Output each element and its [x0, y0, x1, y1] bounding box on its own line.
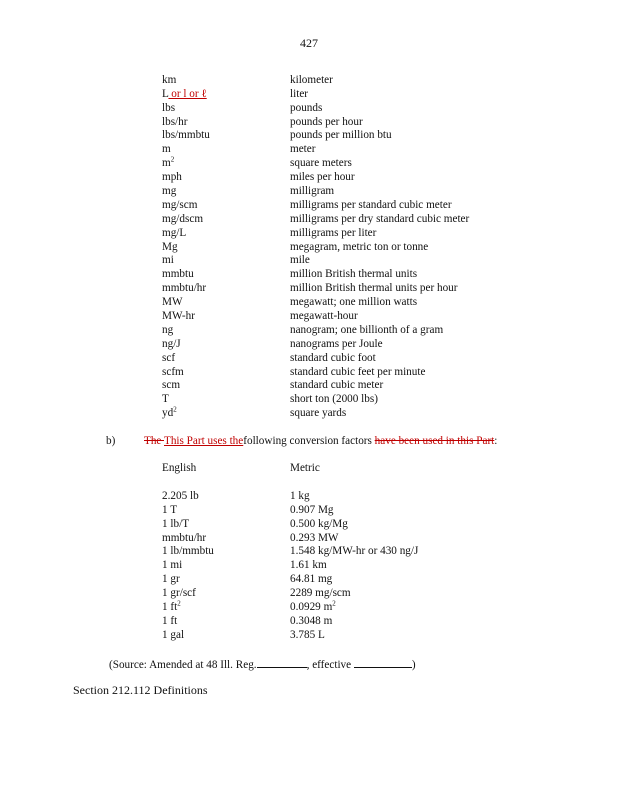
- english-value: 1 gr/scf: [162, 587, 196, 600]
- english-value: 1 mi: [162, 559, 183, 572]
- abbreviation-text: T: [162, 393, 169, 406]
- conversion-row: [162, 572, 418, 586]
- abbreviation-row: [162, 142, 469, 156]
- abbreviation-text: scf: [162, 351, 176, 364]
- abbreviation-meaning: miles per hour: [290, 171, 355, 184]
- abbreviation: [162, 393, 290, 406]
- source-note: [109, 657, 416, 672]
- abbreviation-meaning: milligram: [290, 185, 335, 198]
- deleted-text: The: [144, 435, 164, 447]
- abbreviation-row: [162, 295, 469, 309]
- item-label: b): [106, 435, 116, 447]
- english-column-header: English: [162, 462, 197, 474]
- abbreviation: [162, 102, 290, 115]
- abbreviation-meaning: kilometer: [290, 73, 333, 86]
- english-value: 1 ft: [162, 614, 178, 627]
- abbreviation-row: [162, 323, 469, 337]
- conversion-table-header: [162, 462, 320, 475]
- abbreviation-text: km: [162, 73, 177, 86]
- abbreviation-text: scfm: [162, 365, 184, 378]
- english-unit: [162, 504, 290, 517]
- abbreviation: [162, 268, 290, 281]
- conversion-intro: [106, 435, 497, 448]
- abbreviation-row: [162, 337, 469, 351]
- abbreviation-text: mg/dscm: [162, 212, 204, 225]
- superscript: 2: [170, 155, 175, 164]
- english-value: mmbtu/hr: [162, 531, 207, 544]
- abbreviation: [162, 185, 290, 198]
- deleted-text: have been used in this Part: [374, 435, 495, 447]
- abbreviation-text: MW: [162, 296, 183, 309]
- abbreviation-meaning: megagram, metric ton or tonne: [290, 240, 429, 253]
- abbreviation-text: L: [162, 87, 169, 100]
- source-middle: , effective: [306, 659, 354, 671]
- abbreviation-row: [162, 115, 469, 129]
- abbreviation-meaning: standard cubic feet per minute: [290, 365, 426, 378]
- abbreviation-meaning: standard cubic foot: [290, 351, 376, 364]
- english-unit: [162, 545, 290, 558]
- abbreviation-table: [162, 73, 469, 420]
- metric-value: 0.0929 m: [290, 601, 333, 614]
- abbreviation: [162, 213, 290, 226]
- abbreviation: [162, 143, 290, 156]
- abbreviation-meaning: nanogram; one billionth of a gram: [290, 323, 444, 336]
- metric-column-header: Metric: [290, 462, 320, 474]
- superscript: 2: [177, 599, 181, 608]
- abbreviation-text: ng/J: [162, 337, 181, 350]
- metric-value: 1 kg: [290, 489, 310, 502]
- abbreviation-meaning: megawatt-hour: [290, 310, 358, 323]
- english-value: 1 T: [162, 503, 178, 516]
- abbreviation-meaning: pounds per hour: [290, 115, 363, 128]
- abbreviation-row: [162, 351, 469, 365]
- conversion-intro-text: [144, 435, 497, 448]
- abbreviation-text: mi: [162, 254, 174, 267]
- intro-text-end: :: [494, 435, 498, 447]
- source-suffix: ): [411, 659, 416, 671]
- metric-unit: [290, 545, 418, 558]
- abbreviation-text: mph: [162, 171, 182, 184]
- english-value: 1 gal: [162, 628, 185, 641]
- metric-unit: [290, 490, 310, 503]
- abbreviation-meaning: milligrams per dry standard cubic meter: [290, 212, 470, 225]
- intro-text: following conversion factors: [243, 435, 375, 447]
- metric-unit: [290, 559, 327, 572]
- abbreviation-row: [162, 198, 469, 212]
- abbreviation-row: [162, 184, 469, 198]
- abbreviation-row: [162, 212, 469, 226]
- abbreviation-row: [162, 156, 469, 170]
- abbreviation-row: [162, 101, 469, 115]
- blank-line: [257, 657, 307, 668]
- english-unit: [162, 629, 290, 642]
- abbreviation: [162, 282, 290, 295]
- conversion-row: [162, 614, 418, 628]
- abbreviation-text: lbs: [162, 101, 176, 114]
- abbreviation-text: yd: [162, 407, 174, 420]
- metric-unit: [290, 532, 338, 545]
- conversion-row: [162, 586, 418, 600]
- abbreviation-text: ng: [162, 323, 174, 336]
- conversion-row: [162, 558, 418, 572]
- metric-value: 64.81 mg: [290, 573, 333, 586]
- metric-unit: [290, 518, 348, 531]
- abbreviation-text: mg/L: [162, 226, 187, 239]
- abbreviation: [162, 157, 290, 170]
- english-value: 1 ft: [162, 601, 178, 614]
- abbreviation-row: [162, 254, 469, 268]
- abbreviation-text: scm: [162, 379, 181, 392]
- conversion-row: [162, 489, 418, 503]
- abbreviation-row: [162, 73, 469, 87]
- source-prefix: (Source: Amended at 48 Ill. Reg.: [109, 659, 257, 671]
- abbreviation: [162, 254, 290, 267]
- abbreviation-row: [162, 365, 469, 379]
- abbreviation-row: [162, 267, 469, 281]
- abbreviation-meaning: mile: [290, 254, 310, 267]
- conversion-row: [162, 517, 418, 531]
- metric-value: 0.907 Mg: [290, 503, 334, 516]
- abbreviation-row: [162, 87, 469, 101]
- abbreviation-text: Mg: [162, 240, 178, 253]
- abbreviation-text: mg: [162, 185, 177, 198]
- abbreviation: [162, 338, 290, 351]
- abbreviation-row: [162, 309, 469, 323]
- abbreviation-meaning: nanograms per Joule: [290, 337, 383, 350]
- abbreviation: [162, 171, 290, 184]
- abbreviation-text: MW-hr: [162, 310, 195, 323]
- abbreviation: [162, 74, 290, 87]
- abbreviation-text: mmbtu: [162, 268, 194, 281]
- english-unit: [162, 532, 290, 545]
- english-unit: [162, 559, 290, 572]
- abbreviation-row: [162, 240, 469, 254]
- page-number: 427: [300, 36, 318, 50]
- conversion-table: [162, 489, 418, 642]
- abbreviation: [162, 241, 290, 254]
- english-value: 1 gr: [162, 573, 180, 586]
- blank-line: [354, 657, 412, 668]
- abbreviation-meaning: milligrams per standard cubic meter: [290, 198, 452, 211]
- conversion-row: [162, 545, 418, 559]
- inserted-text: This Part uses the: [164, 435, 244, 447]
- english-unit: [162, 601, 290, 614]
- metric-value: 2289 mg/scm: [290, 587, 351, 600]
- english-value: 1 lb/mmbtu: [162, 545, 214, 558]
- abbreviation: [162, 227, 290, 240]
- metric-value: 1.61 km: [290, 559, 327, 572]
- abbreviation-text: lbs/mmbtu: [162, 129, 210, 142]
- abbreviation: [162, 199, 290, 212]
- abbreviation-row: [162, 226, 469, 240]
- english-unit: [162, 573, 290, 586]
- abbreviation-text: m: [162, 157, 171, 170]
- metric-unit: [290, 601, 336, 614]
- english-unit: [162, 615, 290, 628]
- metric-value: 0.293 MW: [290, 531, 339, 544]
- metric-unit: [290, 629, 325, 642]
- abbreviation: [162, 366, 290, 379]
- abbreviation-text: mg/scm: [162, 198, 198, 211]
- inserted-text: or l or ℓ: [168, 87, 207, 100]
- abbreviation-meaning: megawatt; one million watts: [290, 296, 418, 309]
- conversion-row: [162, 628, 418, 642]
- abbreviation: [162, 407, 290, 420]
- english-unit: [162, 490, 290, 503]
- abbreviation: [162, 310, 290, 323]
- abbreviation-meaning: short ton (2000 lbs): [290, 393, 378, 406]
- abbreviation-meaning: standard cubic meter: [290, 379, 384, 392]
- section-heading: Section 212.112 Definitions: [73, 683, 208, 697]
- metric-unit: [290, 587, 351, 600]
- abbreviation-row: [162, 392, 469, 406]
- superscript: 2: [332, 599, 336, 608]
- metric-unit: [290, 615, 332, 628]
- english-value: 2.205 lb: [162, 489, 199, 502]
- abbreviation-row: [162, 281, 469, 295]
- metric-value: 0.500 kg/Mg: [290, 517, 348, 530]
- conversion-row: [162, 531, 418, 545]
- abbreviation-meaning: liter: [290, 87, 309, 100]
- conversion-row: [162, 503, 418, 517]
- abbreviation: [162, 296, 290, 309]
- abbreviation: [162, 352, 290, 365]
- abbreviation: [162, 116, 290, 129]
- metric-value: 3.785 L: [290, 628, 325, 641]
- abbreviation-row: [162, 406, 469, 420]
- metric-unit: [290, 573, 332, 586]
- english-unit: [162, 518, 290, 531]
- conversion-row: [162, 600, 418, 614]
- abbreviation-row: [162, 379, 469, 393]
- abbreviation-row: [162, 170, 469, 184]
- abbreviation-meaning: milligrams per liter: [290, 226, 377, 239]
- abbreviation: [162, 88, 290, 101]
- abbreviation-meaning: square meters: [290, 157, 352, 170]
- abbreviation-meaning: meter: [290, 143, 316, 156]
- abbreviation-meaning: million British thermal units: [290, 268, 418, 281]
- english-value: 1 lb/T: [162, 517, 190, 530]
- abbreviation-row: [162, 129, 469, 143]
- abbreviation-text: m: [162, 143, 171, 156]
- abbreviation: [162, 324, 290, 337]
- abbreviation-text: mmbtu/hr: [162, 282, 207, 295]
- abbreviation: [162, 129, 290, 142]
- abbreviation-meaning: pounds per million btu: [290, 129, 392, 142]
- abbreviation-meaning: million British thermal units per hour: [290, 282, 458, 295]
- abbreviation-meaning: square yards: [290, 407, 347, 420]
- superscript: 2: [173, 405, 177, 414]
- abbreviation-text: lbs/hr: [162, 115, 188, 128]
- metric-value: 1.548 kg/MW-hr or 430 ng/J: [290, 545, 419, 558]
- metric-value: 0.3048 m: [290, 614, 333, 627]
- abbreviation-meaning: pounds: [290, 101, 323, 114]
- english-unit: [162, 587, 290, 600]
- metric-unit: [290, 504, 334, 517]
- abbreviation: [162, 379, 290, 392]
